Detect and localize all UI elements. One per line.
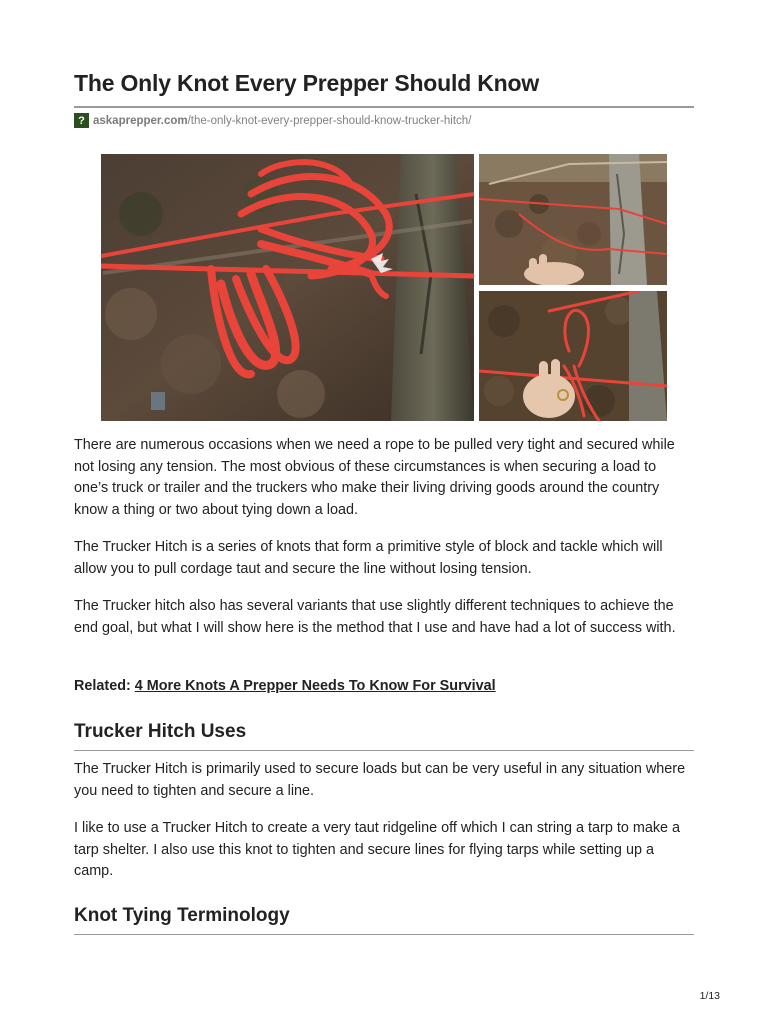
- section-divider: [74, 750, 694, 751]
- hero-image-collage: [101, 154, 667, 421]
- title-divider: [74, 106, 694, 108]
- section-heading-terminology: Knot Tying Terminology: [74, 905, 290, 926]
- page-number: 1/13: [699, 990, 720, 1002]
- intro-paragraph-2: The Trucker Hitch is a series of knots that form a primitive style of block and tackle which will allow you to pull cordage taut and secure the line without losing tension.: [74, 539, 663, 577]
- section-heading-uses: Trucker Hitch Uses: [74, 721, 247, 742]
- rope-knot-closeup-photo: [101, 154, 474, 421]
- source-domain[interactable]: askaprepper.com: [93, 114, 188, 127]
- site-favicon-icon: ?: [74, 113, 89, 128]
- related-label: Related:: [74, 678, 131, 694]
- related-article-link[interactable]: 4 More Knots A Prepper Needs To Know For Survival: [134, 678, 496, 694]
- section-divider: [74, 934, 694, 935]
- intro-paragraph-1: There are numerous occasions when we need a rope to be pulled very tight and secured while not losing any tension. The most obvious of these circumstances is when securing a load to one’s truck or trailer and the truckers who make their living driving goods around the country know a thing or two about tying down a load.: [74, 437, 675, 518]
- related-link-line: [74, 678, 496, 694]
- rope-tied-to-tree-photo: [479, 154, 667, 285]
- source-path[interactable]: /the-only-knot-every-prepper-should-know-trucker-hitch/: [187, 114, 472, 127]
- uses-paragraph-1: The Trucker Hitch is primarily used to secure loads but can be very useful in any situation where you need to tighten and secure a line.: [74, 761, 686, 799]
- source-url[interactable]: [74, 113, 471, 128]
- intro-paragraph-3: The Trucker hitch also has several variants that use slightly different techniques to achieve the end goal, but what I will show here is the method that I use and have had a lot of success with.: [74, 598, 676, 636]
- article-title: The Only Knot Every Prepper Should Know: [74, 70, 540, 96]
- uses-paragraph-2: I like to use a Trucker Hitch to create a very taut ridgeline off which I can string a tarp to make a tarp shelter. I also use this knot to tighten and secure lines for flying tarps while setting up a camp.: [74, 820, 681, 880]
- hand-tying-loop-photo: [479, 291, 667, 421]
